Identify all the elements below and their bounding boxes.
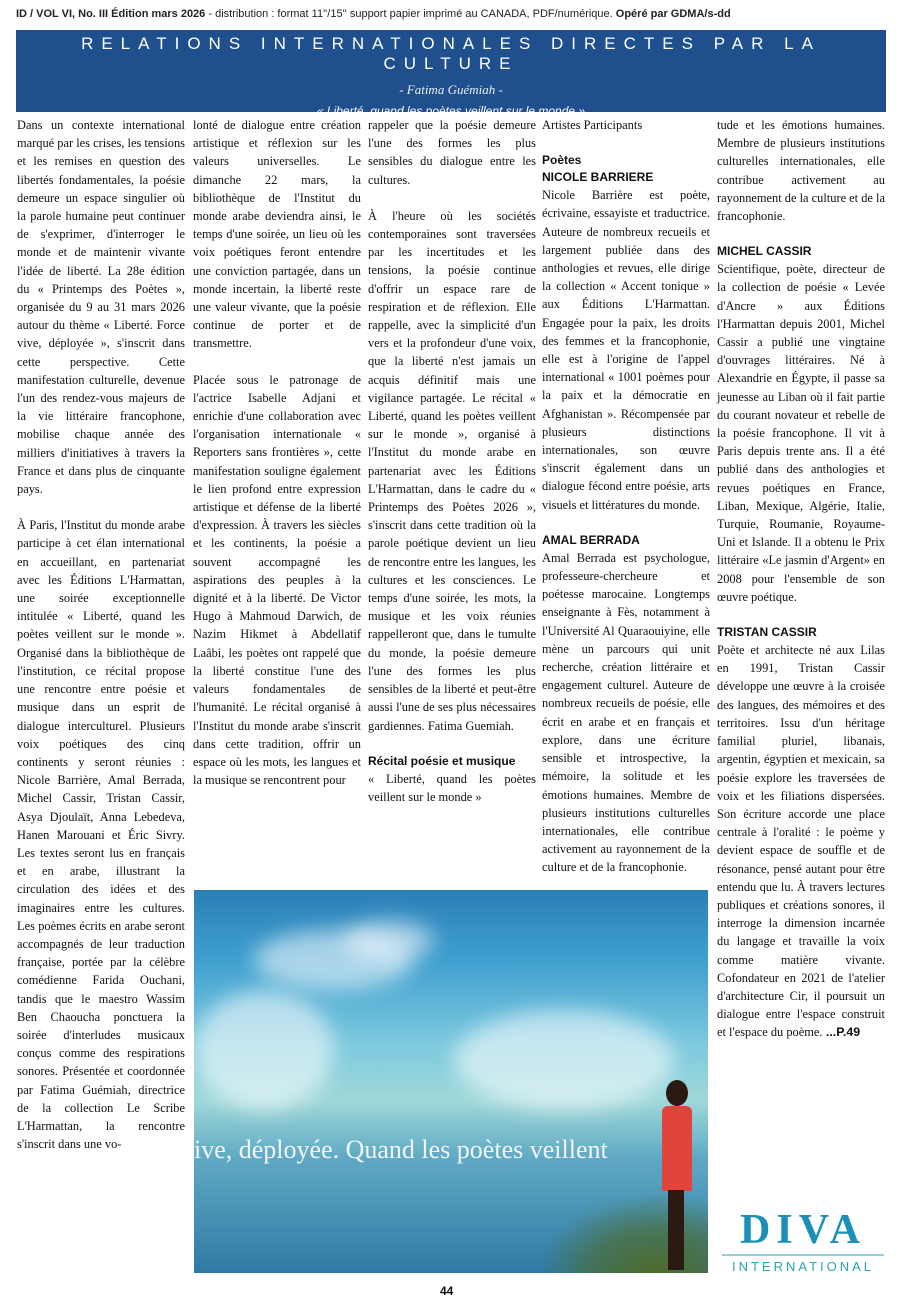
artist-bio: Scientifique, poète, directeur de la collection de poésie « Levée d'Ancre » aux Éditions l'Harmattan depuis 2001, Michel Cassir a publié une vingtaine d'ouvrages littéraires. Né à Alexandrie en Égypte, il passe sa jeunesse au Liban où il fait partie du courant novateur et rebelle de la poésie francophone. Il vit à Paris depuis trente ans. Il a été publié dans des anthologies et revues poétiques en France, Liban, Mexique, Algérie, Italie, Turquie, Roumanie, Royaume-Uni et Islande. Il a obtenu le Prix littéraire «Le jasmin d'Argent» en 2008 pour l'ensemble de son œuvre poétique. <box>717 262 885 604</box>
page-number: 44 <box>440 1284 454 1298</box>
column-1 <box>17 116 185 1276</box>
paragraph: Dans un contexte international marqué par les crises, les tensions et les remises en question des libertés fondamentales, la poésie demeure un espace singulier où la parole humaine peut continuer de s'exprimer, d'interroger le monde et de maintenir vivante l'idée de liberté. La 28e édition du « Printemps des Poètes », organisée du 9 au 31 mars 2026 autour du thème « Liberté. Force vive, déployée », s'inscrit dans cette perspective. Cette manifestation culturelle, devenue l'un des rendez-vous majeurs de la vie littéraire francophone, mobilise chaque année des milliers d'initiatives à travers la France et dans plus de cinquante pays. <box>17 118 185 497</box>
artist-name: NICOLE BARRIERE <box>542 170 654 185</box>
continued-page-link[interactable]: ...P.49 <box>822 1025 861 1040</box>
artist-bio <box>717 641 885 1041</box>
column-4 <box>542 116 710 876</box>
logo-sub: INTERNATIONAL <box>731 1259 875 1274</box>
banner-title: RELATIONS INTERNATIONALES DIRECTES PAR LA CULTURE <box>81 34 821 73</box>
artist-bio-text: Poète et architecte né aux Lilas en 1991, Tristan Cassir développe une œuvre à la croisée des langues, des mémoires et des territoires. Issu d'un héritage familial pluriel, libanais, argentin, égyptien et mexicain, sa poésie explore les traversées de voix et les filiations dispersées. Son écriture accorde une place centrale à l'oralité : le poème y devient espace de souffle et de résonance, pensé autant pour être entendu que lu. À travers lectures publiques et créations sonores, il interroge la dimension incarnée du langage et travaille la voix comme matière vivante. Cofondateur en 2021 de l'atelier d'architecture Cir, il poursuit un dialogue entre l'espace construit et l'espace du poème. <box>717 643 885 1040</box>
column-3 <box>368 116 536 886</box>
section-heading: Récital poésie et musique <box>368 753 516 768</box>
child-figure <box>658 1080 698 1270</box>
artist-bio-continued: tude et les émotions humaines. Membre de plusieurs institutions culturelles internationales, elle contribue activement au rayonnement de la culture et de la francophonie. <box>717 118 885 224</box>
column-2 <box>193 116 361 876</box>
recital-title: « Liberté, quand les poètes veillent sur le monde » <box>368 771 536 804</box>
paragraph: rappeler que la poésie demeure l'une des formes les plus sensibles du dialogue entre les cultures. <box>368 118 536 187</box>
logo-divider <box>722 1254 884 1256</box>
header-banner <box>16 30 886 118</box>
section-heading: Poètes <box>542 153 582 168</box>
artist-name: TRISTAN CASSIR <box>717 625 817 640</box>
article-subtitle: « Liberté, quand les poètes veillent sur le monde » <box>316 104 586 118</box>
column-5 <box>717 116 885 1206</box>
author-name: - Fatima Guémiah - <box>399 82 503 97</box>
photo-caption: ive, déployée. Quand les poètes veillent <box>194 1135 608 1164</box>
artists-intro: Artistes Participants <box>542 118 643 132</box>
issue-info-line <box>16 8 886 20</box>
distribution-info: - distribution : format 11''/15'' support papier imprimé au CANADA, PDF/numérique. <box>205 8 616 20</box>
diva-international-logo <box>722 1208 884 1274</box>
poster-photo <box>194 890 708 1273</box>
artist-name: MICHEL CASSIR <box>717 244 812 259</box>
artist-name: AMAL BERRADA <box>542 532 640 547</box>
paragraph: À Paris, l'Institut du monde arabe participe à cet élan international en accueillant, en partenariat avec les Éditions L'Harmattan, une soirée exceptionnelle intitulée « Liberté, quand les poètes veillent sur le monde ». Organisé dans la bibliothèque de l'institution, ce récital propose une rencontre entre poésie et musique dans un esprit de dialogue interculturel. Plusieurs voix poétiques des cinq continents y seront réunies : Nicole Barrière, Amal Berrada, Michel Cassir, Tristan Cassir, Asya Djoulaït, Anna Lebedeva, Hanen Marouani et Éric Sivry. Les textes seront lus en français et en arabe, illustrant la circulation des idées et des imaginaires entre les cultures. Les poèmes écrits en arabe seront accompagnés de leur traduction française, portée par la célèbre comédienne Farida Ouchani, tandis que le maestro Wassim Ben Chaoucha ponctuera la soirée d'interludes musicaux conçus comme des respirations sonores. Présentée et coordonnée par Fatima Guémiah, directrice de la collection Le Scribe L'Harmattan, la rencontre s'inscrit dans une vo- <box>17 518 185 1152</box>
artist-bio: Amal Berrada est psychologue, professeure-chercheure et poétesse marocaine. Longtemps enseignante à Fès, notamment à l'Université Al Quaraouiyine, elle mène un parcours qui unit recherche, création littéraire et engagement culturel. Auteure de nombreux recueils de poésie, elle écrit en arabe et en français et explore, dans une écriture sensible et introspective, la mémoire, la solitude et les émotions humaines. Membre de plusieurs institutions culturelles internationales, elle contribue activement au rayonnement de la culture et de la francophonie. <box>542 550 710 875</box>
logo-main: DIVA <box>740 1207 866 1253</box>
operator-info: Opéré par GDMA/s-dd <box>615 8 731 20</box>
paragraph: À l'heure où les sociétés contemporaines sont traversées par les incertitudes et les tensions, la poésie continue d'offrir un espace rare de respiration et de réflexion. Elle rappelle, avec la simplicité d'un vers et la profondeur d'une voix, que la liberté n'est jamais un acquis définitif mais une vigilance partagée. Le récital « Liberté, quand les poètes veillent sur le monde », organisé à l'Institut du monde arabe en partenariat avec les Éditions L'Harmattan, dans le cadre du « Printemps des Poètes 2026 », s'inscrit dans cette tradition où la parole poétique devient un lieu de rencontre entre les langues, les cultures et les consciences. Le temps d'une soirée, les mots, la musique et les voix réunies rappelleront que, dans le tumulte du monde, la poésie demeure l'une des formes les plus sensibles de la liberté et peut-être aussi l'une de ses plus nécessaires gardiennes. Fatima Guemiah. <box>368 208 536 733</box>
paragraph: lonté de dialogue entre création artistique et réflexion sur les valeurs universelles. Le dimanche 22 mars, la bibliothèque de l'Institut du monde arabe deviendra ainsi, le temps d'une soirée, un lieu où les voix poétiques feront entendre une conviction partagée, dans un monde incertain, la liberté reste une valeur vivante, que la poésie continue de porter et de transmettre. <box>193 118 361 351</box>
artist-bio: Nicole Barrière est poète, écrivaine, essayiste et traductrice. Auteure de nombreux recueils et largement publiée dans des anthologies et revues, elle dirige la collection « Accent tonique » aux Éditions L'Harmattan. Engagée pour la paix, les droits des femmes et la francophonie, elle est à l'origine de l'appel international « 1001 poèmes pour la paix et la démocratie en Afghanistan ». Récompensée par plusieurs distinctions internationales, son œuvre s'inscrit également dans un dialogue fécond entre poésie, arts visuels et littératures du monde. <box>542 188 710 512</box>
issue-number: ID / VOL VI, No. III Édition mars 2026 <box>16 8 206 20</box>
paragraph: Placée sous le patronage de l'actrice Isabelle Adjani et enrichie d'une collaboration avec l'organisation internationale « Reporters sans frontières », cette manifestation souligne également le lien profond entre expression artistique et défense de la liberté d'expression. À travers les siècles et les continents, la poésie a souvent accompagné les aspirations des peuples à la dignité et à la liberté. De Victor Hugo à Mahmoud Darwich, de Nazim Hikmet à Abdellatif Laâbi, les poètes ont rappelé que la liberté constitue l'une des valeurs fondamentales de l'humanité. Le récital organisé à l'Institut du monde arabe s'inscrit dans cette tradition, offrir un espace où les mots, les langues et la musique se rencontrent pour <box>193 372 361 788</box>
